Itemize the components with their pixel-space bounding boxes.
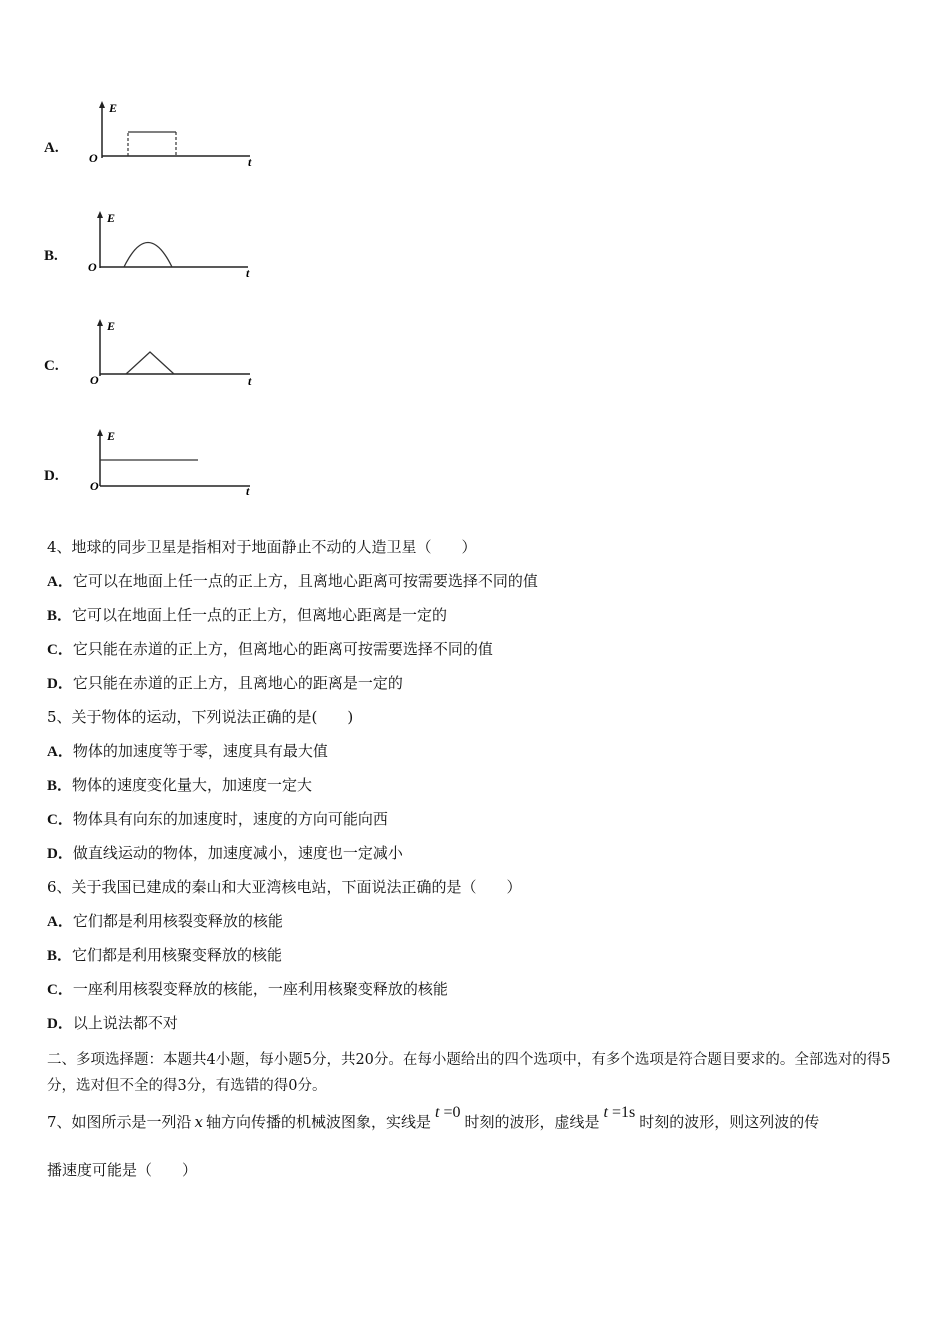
q5-option-b — [47, 775, 312, 796]
option-label: D． — [47, 676, 73, 692]
q7-stem-line2: 播速度可能是（ ） — [47, 1161, 198, 1179]
q4-option-b — [47, 605, 447, 626]
q7-var-x: x — [194, 1113, 204, 1131]
option-text: 它只能在赤道的正上方，且离地心的距离是一定的 — [72, 674, 403, 692]
graph-d — [72, 428, 250, 498]
option-text: 它可以在地面上任一点的正上方，且离地心距离可按需要选择不同的值 — [72, 572, 538, 590]
q4-option-a — [47, 571, 538, 592]
graph-c — [72, 318, 252, 388]
option-label: B. — [44, 248, 58, 264]
y-arrow-icon — [97, 429, 103, 436]
origin-label: O — [88, 260, 97, 274]
y-arrow-icon — [97, 319, 103, 326]
y-axis-label: E — [107, 319, 116, 333]
option-label: B． — [47, 948, 73, 964]
option-text: 物体的速度变化量大，加速度一定大 — [72, 776, 313, 794]
origin-label: O — [90, 479, 99, 493]
option-label: C． — [47, 642, 73, 658]
graph-a — [72, 100, 252, 170]
q5-option-c — [47, 809, 388, 830]
q7-math-t0: t =0 — [435, 1104, 461, 1121]
origin-label: O — [90, 373, 99, 387]
option-text: 物体具有向东的加速度时，速度的方向可能向西 — [72, 810, 388, 828]
option-label: C. — [44, 358, 59, 374]
option-label: A． — [47, 574, 73, 590]
option-label: A. — [44, 140, 59, 156]
option-text: 它们都是利用核聚变释放的核能 — [72, 946, 283, 964]
q5-stem: 5、关于物体的运动，下列说法正确的是( ) — [47, 708, 354, 726]
option-label: C． — [47, 812, 73, 828]
option-text: 做直线运动的物体，加速度减小，速度也一定减小 — [72, 844, 403, 862]
section2-instructions: 二、多项选择题：本题共4小题，每小题5分，共20分。在每小题给出的四个选项中，有多个选项是符合题目要求的。全部选对的得5分，选对但不全的得3分，有选错的得0分。 — [47, 1052, 891, 1094]
option-text: 它可以在地面上任一点的正上方，但离地心距离是一定的 — [72, 606, 448, 624]
graph-option-c — [44, 318, 252, 408]
x-axis-label: t — [246, 266, 250, 280]
graph-option-b — [44, 210, 250, 300]
x-axis-label: t — [248, 155, 252, 169]
option-label: D． — [47, 846, 73, 862]
q7-text-1: 7、如图所示是一列沿 — [47, 1113, 192, 1131]
option-label: A． — [47, 744, 73, 760]
q6-option-b — [47, 945, 282, 966]
q7-text-3: 时刻的波形，虚线是 — [464, 1113, 600, 1131]
q7-math-t1: t =1s — [603, 1104, 636, 1121]
x-axis-label: t — [248, 374, 252, 388]
q6-option-c — [47, 979, 448, 1000]
option-text: 一座利用核裂变释放的核能，一座利用核聚变释放的核能 — [72, 980, 448, 998]
option-text: 它们都是利用核裂变释放的核能 — [72, 912, 283, 930]
option-label: B． — [47, 608, 73, 624]
q6-stem: 6、关于我国已建成的秦山和大亚湾核电站，下面说法正确的是（ ） — [47, 878, 522, 896]
option-text: 物体的加速度等于零，速度具有最大值 — [72, 742, 328, 760]
option-label: C． — [47, 982, 73, 998]
y-axis-label: E — [109, 101, 118, 115]
q4-option-d — [47, 673, 403, 694]
q4-option-c — [47, 639, 493, 660]
option-text: 它只能在赤道的正上方，但离地心的距离可按需要选择不同的值 — [72, 640, 493, 658]
q5-option-a — [47, 741, 328, 762]
origin-label: O — [89, 151, 98, 165]
graph-option-d — [44, 428, 250, 518]
x-axis-label: t — [246, 484, 250, 498]
q6-option-d — [47, 1013, 178, 1034]
q4-stem: 4、地球的同步卫星是指相对于地面静止不动的人造卫星（ ） — [47, 538, 477, 556]
q5-option-d — [47, 843, 403, 864]
y-arrow-icon — [99, 101, 105, 108]
graph-option-a — [44, 100, 252, 190]
graph-b — [72, 210, 250, 280]
option-text: 以上说法都不对 — [72, 1014, 178, 1032]
option-label: D． — [47, 1016, 73, 1032]
q7-stem-line1 — [47, 1104, 820, 1133]
q7-text-4: 时刻的波形，则这列波的传 — [639, 1113, 820, 1131]
q6-option-a — [47, 911, 283, 932]
arc-curve — [124, 243, 172, 268]
option-label: B． — [47, 778, 73, 794]
option-label: A． — [47, 914, 73, 930]
y-axis-label: E — [107, 211, 116, 225]
y-axis-label: E — [107, 429, 116, 443]
triangle-curve — [126, 352, 174, 374]
option-label: D. — [44, 468, 59, 484]
y-arrow-icon — [97, 211, 103, 218]
q7-text-2: 轴方向传播的机械波图象，实线是 — [206, 1113, 432, 1131]
